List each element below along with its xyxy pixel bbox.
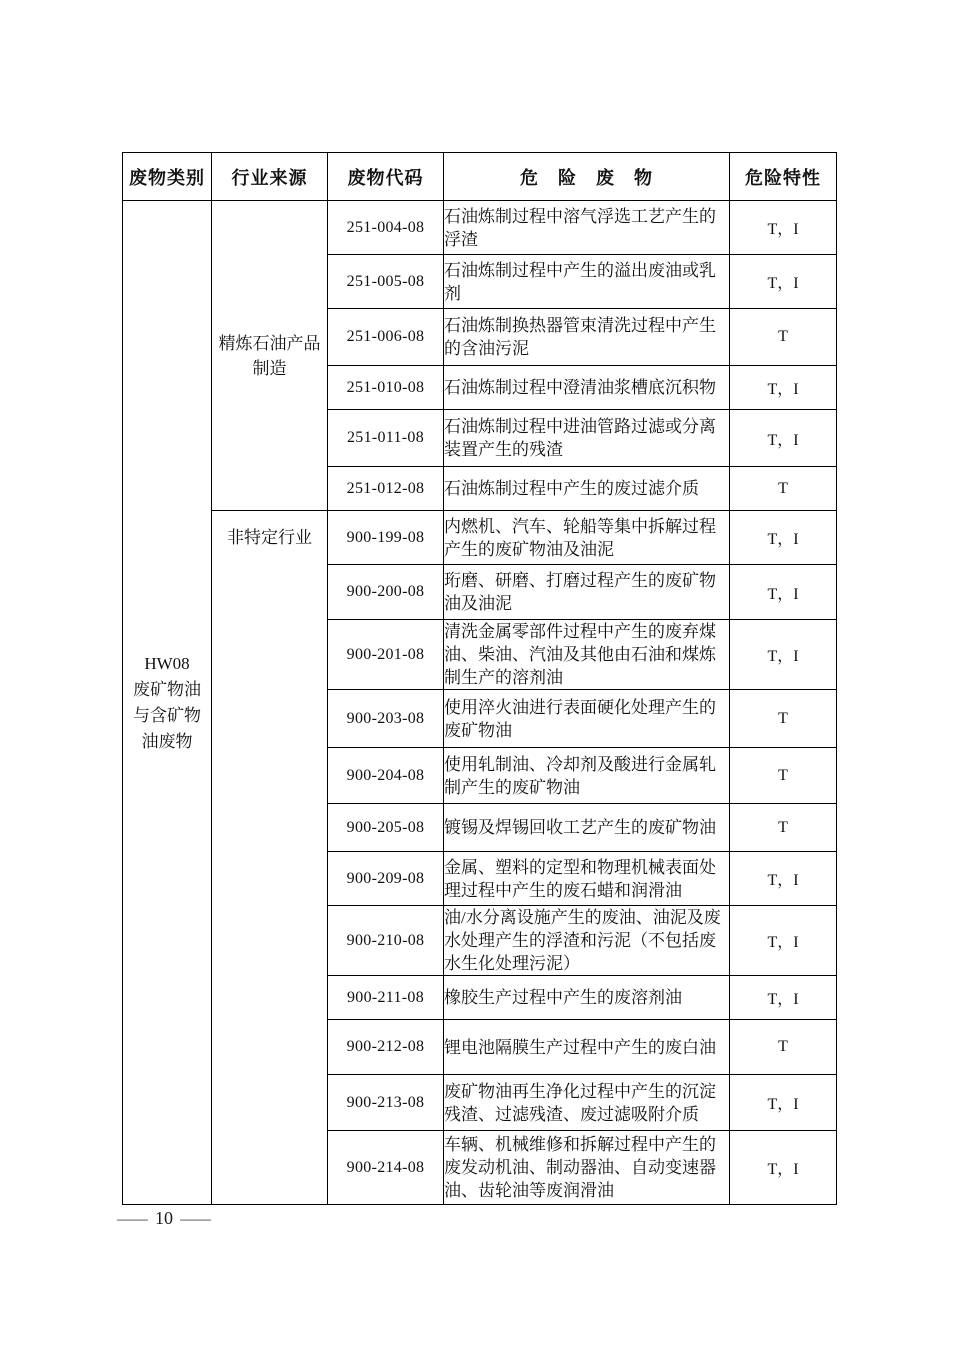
hazard-trait: T，I bbox=[730, 620, 837, 690]
hazard-trait: T，I bbox=[730, 366, 837, 410]
waste-code: 900-213-08 bbox=[328, 1075, 444, 1131]
waste-code: 251-004-08 bbox=[328, 201, 444, 255]
hazard-trait: T，I bbox=[730, 410, 837, 467]
hazard-trait: T bbox=[730, 1020, 837, 1075]
waste-description: 使用淬火油进行表面硬化处理产生的废矿物油 bbox=[444, 690, 730, 748]
waste-description: 金属、塑料的定型和物理机械表面处理过程中产生的废石蜡和润滑油 bbox=[444, 852, 730, 906]
waste-description: 石油炼制过程中澄清油浆槽底沉积物 bbox=[444, 366, 730, 410]
waste-code: 251-012-08 bbox=[328, 467, 444, 511]
waste-code: 251-006-08 bbox=[328, 309, 444, 366]
waste-code: 251-011-08 bbox=[328, 410, 444, 467]
waste-code: 900-204-08 bbox=[328, 748, 444, 804]
hazard-trait: T bbox=[730, 467, 837, 511]
industry-source-cell: 精炼石油产品制造 bbox=[212, 201, 328, 511]
hazardous-waste-table bbox=[122, 152, 837, 1205]
waste-code: 900-212-08 bbox=[328, 1020, 444, 1075]
waste-description: 石油炼制过程中进油管路过滤或分离装置产生的残渣 bbox=[444, 410, 730, 467]
waste-code: 900-203-08 bbox=[328, 690, 444, 748]
waste-description: 石油炼制过程中产生的溢出废油或乳剂 bbox=[444, 255, 730, 309]
hazard-trait: T，I bbox=[730, 565, 837, 620]
hazard-trait: T bbox=[730, 690, 837, 748]
hazard-trait: T，I bbox=[730, 976, 837, 1020]
header-row bbox=[123, 153, 837, 201]
waste-code: 900-209-08 bbox=[328, 852, 444, 906]
hazard-trait: T bbox=[730, 804, 837, 852]
waste-description: 锂电池隔膜生产过程中产生的废白油 bbox=[444, 1020, 730, 1075]
column-header-waste-category: 废物类别 bbox=[123, 153, 212, 201]
waste-code: 251-005-08 bbox=[328, 255, 444, 309]
waste-code: 900-214-08 bbox=[328, 1131, 444, 1205]
waste-description: 内燃机、汽车、轮船等集中拆解过程产生的废矿物油及油泥 bbox=[444, 511, 730, 565]
column-header-industry-source: 行业来源 bbox=[212, 153, 328, 201]
waste-code: 251-010-08 bbox=[328, 366, 444, 410]
column-header-waste-code: 废物代码 bbox=[328, 153, 444, 201]
table-body bbox=[123, 201, 837, 1205]
waste-code: 900-205-08 bbox=[328, 804, 444, 852]
waste-description: 镀锡及焊锡回收工艺产生的废矿物油 bbox=[444, 804, 730, 852]
footer-dash-right: — bbox=[180, 1208, 211, 1228]
column-header-hazard-traits: 危险特性 bbox=[730, 153, 837, 201]
hazard-trait: T，I bbox=[730, 201, 837, 255]
waste-category-cell bbox=[123, 201, 212, 1205]
waste-description: 油/水分离设施产生的废油、油泥及废水处理产生的浮渣和污泥（不包括废水生化处理污泥） bbox=[444, 906, 730, 976]
waste-description: 废矿物油再生净化过程中产生的沉淀残渣、过滤残渣、废过滤吸附介质 bbox=[444, 1075, 730, 1131]
waste-description: 珩磨、研磨、打磨过程产生的废矿物油及油泥 bbox=[444, 565, 730, 620]
hazard-trait: T，I bbox=[730, 511, 837, 565]
waste-code: 900-210-08 bbox=[328, 906, 444, 976]
waste-description: 清洗金属零部件过程中产生的废弃煤油、柴油、汽油及其他由石油和煤炼制生产的溶剂油 bbox=[444, 620, 730, 690]
waste-description: 石油炼制换热器管束清洗过程中产生的含油污泥 bbox=[444, 309, 730, 366]
waste-description: 石油炼制过程中溶气浮选工艺产生的浮渣 bbox=[444, 201, 730, 255]
hazard-trait: T，I bbox=[730, 255, 837, 309]
category-name-line: 油废物 bbox=[141, 731, 193, 751]
waste-code: 900-200-08 bbox=[328, 565, 444, 620]
waste-description: 车辆、机械维修和拆解过程中产生的废发动机油、制动器油、自动变速器油、齿轮油等废润滑油 bbox=[444, 1131, 730, 1205]
table-row bbox=[123, 201, 837, 255]
hazard-trait: T bbox=[730, 309, 837, 366]
waste-code: 900-211-08 bbox=[328, 976, 444, 1020]
hazard-trait: T，I bbox=[730, 906, 837, 976]
column-header-hazardous-waste: 危 险 废 物 bbox=[444, 153, 730, 201]
waste-code: 900-201-08 bbox=[328, 620, 444, 690]
hazard-trait: T bbox=[730, 748, 837, 804]
footer-dash-left: — bbox=[117, 1208, 148, 1228]
page-footer bbox=[117, 1208, 211, 1229]
waste-description: 石油炼制过程中产生的废过滤介质 bbox=[444, 467, 730, 511]
waste-description: 使用轧制油、冷却剂及酸进行金属轧制产生的废矿物油 bbox=[444, 748, 730, 804]
hazard-trait: T，I bbox=[730, 852, 837, 906]
table-row bbox=[123, 511, 837, 565]
page-number: 10 bbox=[155, 1208, 173, 1228]
category-code: HW08 bbox=[144, 653, 190, 673]
waste-code: 900-199-08 bbox=[328, 511, 444, 565]
hazard-trait: T，I bbox=[730, 1075, 837, 1131]
category-name-line: 与含矿物 bbox=[133, 705, 201, 725]
waste-description: 橡胶生产过程中产生的废溶剂油 bbox=[444, 976, 730, 1020]
hazard-trait: T，I bbox=[730, 1131, 837, 1205]
table-header bbox=[123, 153, 837, 201]
industry-source-cell: 非特定行业 bbox=[212, 511, 328, 1205]
category-name-line: 废矿物油 bbox=[133, 679, 201, 699]
